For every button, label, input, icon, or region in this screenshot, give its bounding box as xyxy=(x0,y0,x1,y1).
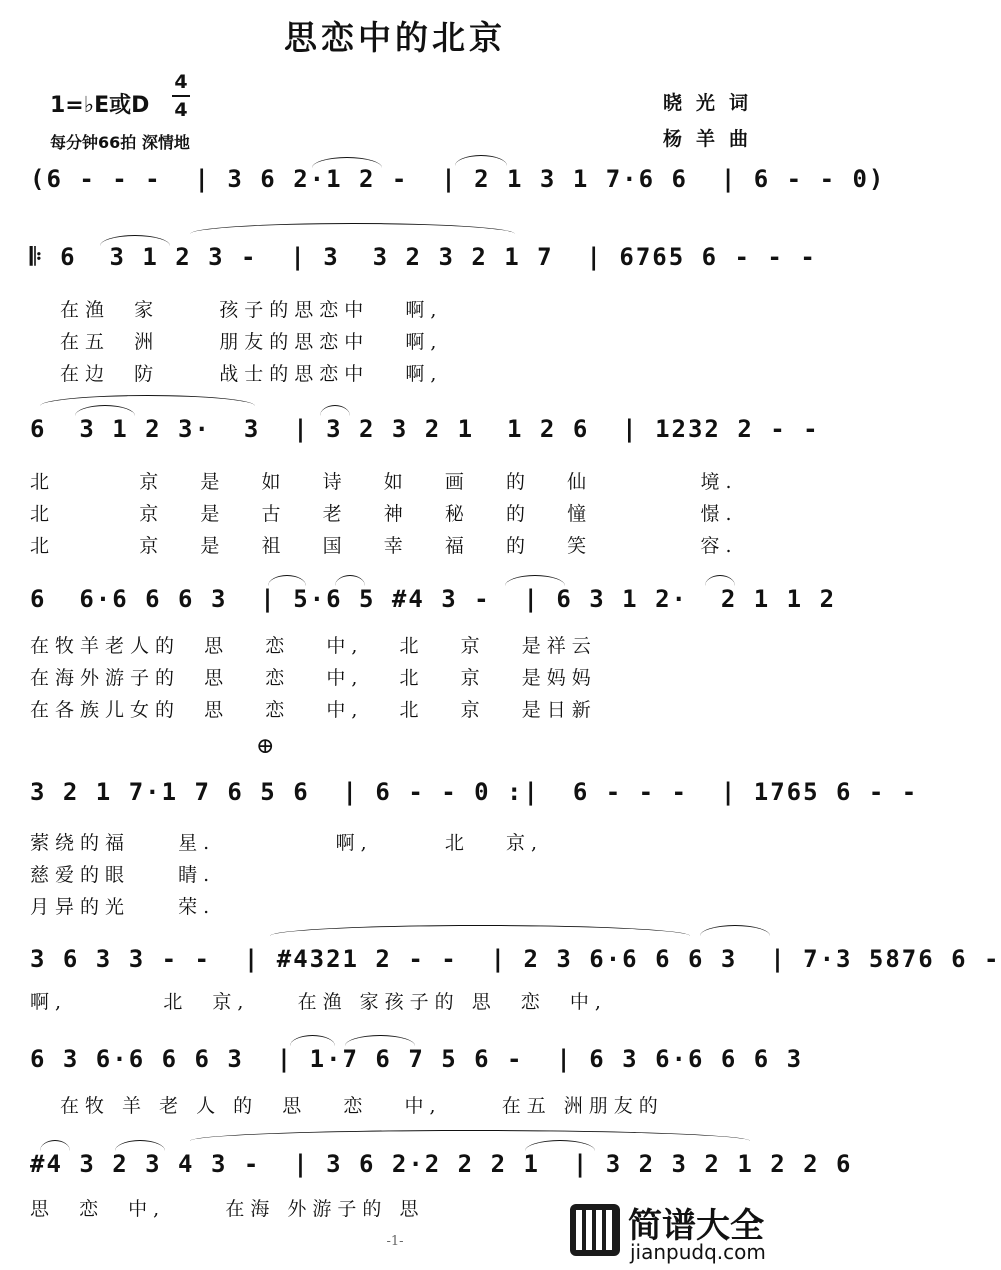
lyric-line: 思 恋 中, 在海 外游子的 思 xyxy=(30,1198,425,1220)
lyric-line: 北 京 是 古 老 神 秘 的 憧 憬. xyxy=(30,503,738,525)
key-signature: 1=♭E或D xyxy=(50,93,150,118)
composer-credit: 杨羊曲 xyxy=(662,128,762,150)
notation-line: 3 2 1 7·1 7 6 5 6 | 6 - - 0 :| 6 - - - | 1765 6 - - xyxy=(30,778,919,806)
notation-line: #4 3 2 3 4 3 - | 3 6 2·2 2 2 1 | 3 2 3 2 1 2 2 6 xyxy=(30,1150,853,1178)
page-number: -1- xyxy=(386,1234,404,1249)
watermark-logo xyxy=(568,1196,790,1266)
lyric-line: 在五 洲 朋友的思恋中 啊, xyxy=(60,331,443,353)
watermark-url: jianpudq.com xyxy=(630,1240,766,1264)
lyric-line: 在牧 羊 老 人 的 思 恋 中, 在五 洲朋友的 xyxy=(60,1095,664,1117)
watermark-brand: 简谱大全 xyxy=(628,1206,764,1246)
coda-sign: ⊕ xyxy=(256,734,275,759)
lyric-line: 在牧羊老人的 思 恋 中, 北 京 是祥云 xyxy=(30,635,597,657)
time-signature xyxy=(172,70,190,122)
time-signature-bottom: 4 xyxy=(174,99,188,121)
notation-line: 𝄆 6 3 1 2 3 - | 3 3 2 3 2 1 7 | 6765 6 - - - xyxy=(30,243,817,271)
lyric-line: 在海外游子的 思 恋 中, 北 京 是妈妈 xyxy=(30,667,597,689)
notation-line: 6 6·6 6 6 3 | 5·6 5 #4 3 - | 6 3 1 2· 2 1 1 2 xyxy=(30,585,837,613)
lyric-line: 萦绕的福 星. 啊, 北 京, xyxy=(30,832,544,854)
lyric-line: 在边 防 战士的思恋中 啊, xyxy=(60,363,443,385)
lyric-line: 在渔 家 孩子的思恋中 啊, xyxy=(60,299,443,321)
notation-line: (6 - - - | 3 6 2·1 2 - | 2 1 3 1 7·6 6 | 6 - - 0) xyxy=(30,165,886,193)
lyric-line: 在各族儿女的 思 恋 中, 北 京 是日新 xyxy=(30,699,597,721)
lyricist-credit: 晓光词 xyxy=(662,92,762,114)
lyric-line: 慈爱的眼 睛. xyxy=(30,864,216,886)
lyric-line: 北 京 是 如 诗 如 画 的 仙 境. xyxy=(30,471,738,493)
time-signature-top: 4 xyxy=(174,71,188,93)
lyric-line: 啊, 北 京, 在渔 家孩子的 思 恋 中, xyxy=(30,991,607,1013)
notation-line: 3 6 3 3 - - | #4321 2 - - | 2 3 6·6 6 6 3 | 7·3 5876 6 - xyxy=(30,945,1001,973)
notation-line: 6 3 1 2 3· 3 | 3 2 3 2 1 1 2 6 | 1232 2 - - xyxy=(30,415,820,443)
notation-line: 6 3 6·6 6 6 3 | 1·7 6 7 5 6 - | 6 3 6·6 6 6 3 xyxy=(30,1045,804,1073)
song-title: 思恋中的北京 xyxy=(284,18,506,57)
lyric-line: 月异的光 荣. xyxy=(30,896,216,918)
tempo-marking: 每分钟66拍 深情地 xyxy=(50,133,190,152)
lyric-line: 北 京 是 祖 国 幸 福 的 笑 容. xyxy=(30,535,738,557)
